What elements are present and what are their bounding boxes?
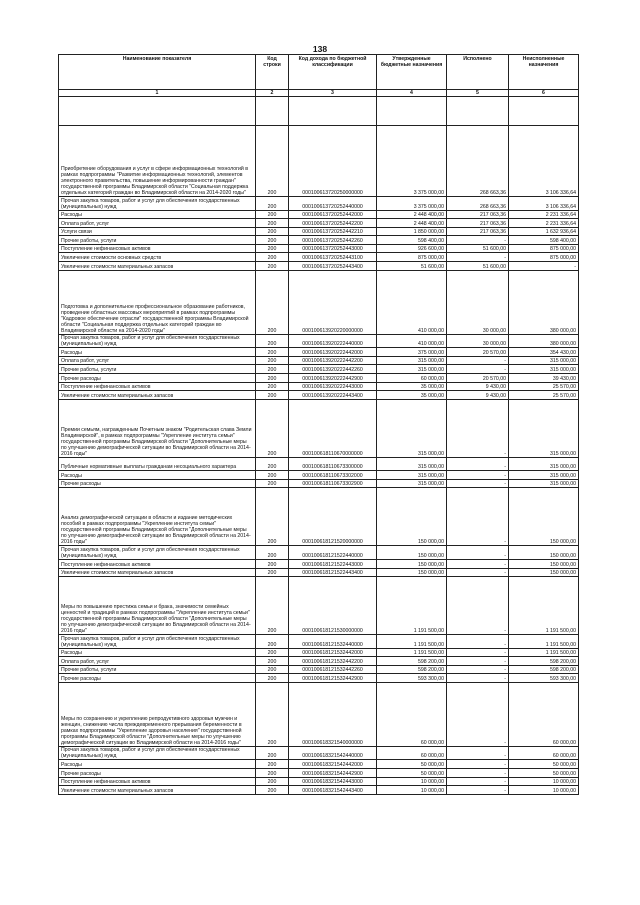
indicator-name-cell: Прочая закупка товаров, работ и услуг для обеспечения государственных (муниципальных) нужд xyxy=(59,746,256,760)
executed-amount-cell: - xyxy=(447,635,509,649)
executed-amount-cell: - xyxy=(447,457,509,471)
executed-amount-cell: - xyxy=(447,546,509,560)
approved-amount-cell: 150 000,00 xyxy=(377,546,447,560)
indicator-name-cell: Прочие расходы xyxy=(59,479,256,488)
line-code-cell: 200 xyxy=(256,657,289,666)
indicator-name-cell: Анализ демографической ситуации в области и издание методических пособий в рамках подпрограммы "Укрепление института семьи" государственной программы Владимирской области "Дополнительные меры по улучшению демографической ситуации во Владимирской области на 2014-2016 годы" xyxy=(59,488,256,546)
line-code-cell: 200 xyxy=(256,760,289,769)
executed-amount-cell: 30 000,00 xyxy=(447,334,509,348)
indicator-name-cell: Меры по повышению престижа семьи и брака, значимости семейных ценностей и традиций в рамках подпрограммы "Укрепление института семьи" государственной программы Владимирской области "Дополнительные меры по улучшению демографической ситуации во Владимирской области на 2014-2016 годы" xyxy=(59,577,256,635)
table-row xyxy=(59,577,579,635)
unexecuted-amount-cell: 598 200,00 xyxy=(509,665,579,674)
unexecuted-amount-cell: 1 191 500,00 xyxy=(509,648,579,657)
executed-amount-cell: - xyxy=(447,488,509,546)
unexecuted-amount-cell: 315 000,00 xyxy=(509,365,579,374)
header-line-code: Код строки xyxy=(256,55,289,90)
table-row xyxy=(59,334,579,348)
indicator-name-cell: Увеличение стоимости материальных запасов xyxy=(59,391,256,400)
table-row xyxy=(59,568,579,577)
executed-amount-cell: - xyxy=(447,682,509,746)
table-row xyxy=(59,262,579,271)
executed-amount-cell: - xyxy=(447,471,509,480)
table-row xyxy=(59,746,579,760)
table-row xyxy=(59,270,579,334)
budget-code-cell: 000100613720252443400 xyxy=(289,262,377,271)
indicator-name-cell: Приобретение оборудования и услуг в сфере информационных технологий в рамках подпрограммы "Развитие информационных технологий, элементов электронного правительства, повышение информированности граждан" государственной программы Владимирской области "Социальная поддержка отдельных категорий граждан во Владимирской области на 2014-2020 годы" xyxy=(59,126,256,197)
line-code-cell: 200 xyxy=(256,577,289,635)
approved-amount-cell: 3 375 000,00 xyxy=(377,197,447,211)
column-number: 4 xyxy=(377,90,447,97)
approved-amount-cell: 315 000,00 xyxy=(377,399,447,457)
indicator-name-cell: Увеличение стоимости материальных запасов xyxy=(59,262,256,271)
empty-cell xyxy=(447,97,509,126)
budget-code-cell: 000100613920220000000 xyxy=(289,270,377,334)
executed-amount-cell: - xyxy=(447,365,509,374)
unexecuted-amount-cell: 315 000,00 xyxy=(509,356,579,365)
table-row xyxy=(59,479,579,488)
column-number: 3 xyxy=(289,90,377,97)
budget-code-cell: 000100618321542443400 xyxy=(289,786,377,795)
indicator-name-cell: Расходы xyxy=(59,348,256,357)
unexecuted-amount-cell: 1 191 500,00 xyxy=(509,635,579,649)
table-row xyxy=(59,665,579,674)
unexecuted-amount-cell: 2 231 336,64 xyxy=(509,219,579,228)
approved-amount-cell: 60 000,00 xyxy=(377,746,447,760)
budget-code-cell: 000100618121522440000 xyxy=(289,546,377,560)
budget-code-cell: 000100618321542442000 xyxy=(289,760,377,769)
approved-amount-cell: 150 000,00 xyxy=(377,559,447,568)
budget-code-cell: 000100618121522443000 xyxy=(289,559,377,568)
approved-amount-cell: 598 400,00 xyxy=(377,236,447,245)
executed-amount-cell: - xyxy=(447,760,509,769)
line-code-cell: 200 xyxy=(256,244,289,253)
table-row xyxy=(59,457,579,471)
unexecuted-amount-cell: 315 000,00 xyxy=(509,479,579,488)
unexecuted-amount-cell: 10 000,00 xyxy=(509,777,579,786)
approved-amount-cell: 375 000,00 xyxy=(377,348,447,357)
executed-amount-cell: - xyxy=(447,479,509,488)
approved-amount-cell: 10 000,00 xyxy=(377,777,447,786)
indicator-name-cell: Прочие работы, услуги xyxy=(59,665,256,674)
empty-cell xyxy=(59,97,256,126)
indicator-name-cell: Расходы xyxy=(59,471,256,480)
executed-amount-cell: 51 600,00 xyxy=(447,244,509,253)
indicator-name-cell: Прочие работы, услуги xyxy=(59,365,256,374)
line-code-cell: 200 xyxy=(256,365,289,374)
indicator-name-cell: Увеличение стоимости материальных запасов xyxy=(59,786,256,795)
table-row xyxy=(59,769,579,778)
approved-amount-cell: 875 000,00 xyxy=(377,253,447,262)
budget-code-cell: 000100618321542443000 xyxy=(289,777,377,786)
budget-code-cell: 000100613720252442210 xyxy=(289,227,377,236)
indicator-name-cell: Поступление нефинансовых активов xyxy=(59,777,256,786)
empty-cell xyxy=(509,97,579,126)
unexecuted-amount-cell: 598 200,00 xyxy=(509,657,579,666)
executed-amount-cell: - xyxy=(447,657,509,666)
line-code-cell: 200 xyxy=(256,270,289,334)
line-code-cell: 200 xyxy=(256,786,289,795)
header-budget-code: Код дохода по бюджетной классификации xyxy=(289,55,377,90)
executed-amount-cell: 268 663,36 xyxy=(447,126,509,197)
budget-code-cell: 000100613720252442260 xyxy=(289,236,377,245)
empty-cell xyxy=(377,97,447,126)
table-row xyxy=(59,227,579,236)
line-code-cell: 200 xyxy=(256,488,289,546)
line-code-cell: 200 xyxy=(256,479,289,488)
line-code-cell: 200 xyxy=(256,253,289,262)
executed-amount-cell: - xyxy=(447,568,509,577)
executed-amount-cell: - xyxy=(447,559,509,568)
budget-code-cell: 000100613920222442900 xyxy=(289,373,377,382)
indicator-name-cell: Поступление нефинансовых активов xyxy=(59,559,256,568)
line-code-cell: 200 xyxy=(256,682,289,746)
unexecuted-amount-cell: 25 570,00 xyxy=(509,382,579,391)
line-code-cell: 200 xyxy=(256,457,289,471)
line-code-cell: 200 xyxy=(256,559,289,568)
approved-amount-cell: 315 000,00 xyxy=(377,471,447,480)
table-row xyxy=(59,399,579,457)
unexecuted-amount-cell: 380 000,00 xyxy=(509,270,579,334)
executed-amount-cell: - xyxy=(447,577,509,635)
table-row xyxy=(59,546,579,560)
line-code-cell: 200 xyxy=(256,674,289,683)
table-row xyxy=(59,244,579,253)
line-code-cell: 200 xyxy=(256,348,289,357)
budget-code-cell: 000100618121532442200 xyxy=(289,657,377,666)
budget-code-cell: 000100613720252442000 xyxy=(289,210,377,219)
unexecuted-amount-cell: 354 430,00 xyxy=(509,348,579,357)
line-code-cell: 200 xyxy=(256,334,289,348)
column-number: 1 xyxy=(59,90,256,97)
approved-amount-cell: 410 000,00 xyxy=(377,334,447,348)
executed-amount-cell: - xyxy=(447,648,509,657)
header-unexecuted: Неисполненные назначения xyxy=(509,55,579,90)
executed-amount-cell: - xyxy=(447,746,509,760)
executed-amount-cell: 20 570,00 xyxy=(447,348,509,357)
budget-code-cell: 000100618121522443400 xyxy=(289,568,377,577)
budget-code-cell: 000100613720252443000 xyxy=(289,244,377,253)
approved-amount-cell: 1 191 500,00 xyxy=(377,648,447,657)
line-code-cell: 200 xyxy=(256,746,289,760)
approved-amount-cell: 50 000,00 xyxy=(377,769,447,778)
unexecuted-amount-cell: - xyxy=(509,262,579,271)
approved-amount-cell: 315 000,00 xyxy=(377,457,447,471)
indicator-name-cell: Прочая закупка товаров, работ и услуг для обеспечения государственных (муниципальных) нужд xyxy=(59,546,256,560)
budget-code-cell: 000100618110673302900 xyxy=(289,479,377,488)
executed-amount-cell: - xyxy=(447,236,509,245)
empty-cell xyxy=(289,97,377,126)
approved-amount-cell: 2 448 400,00 xyxy=(377,210,447,219)
approved-amount-cell: 50 000,00 xyxy=(377,760,447,769)
unexecuted-amount-cell: 150 000,00 xyxy=(509,559,579,568)
executed-amount-cell: 20 570,00 xyxy=(447,373,509,382)
page-number: 138 xyxy=(312,44,328,54)
approved-amount-cell: 598 200,00 xyxy=(377,657,447,666)
table-row xyxy=(59,648,579,657)
line-code-cell: 200 xyxy=(256,546,289,560)
indicator-name-cell: Прочая закупка товаров, работ и услуг для обеспечения государственных (муниципальных) нужд xyxy=(59,197,256,211)
table-row xyxy=(59,682,579,746)
table-row xyxy=(59,471,579,480)
line-code-cell: 200 xyxy=(256,635,289,649)
executed-amount-cell: 51 600,00 xyxy=(447,262,509,271)
line-code-cell: 200 xyxy=(256,399,289,457)
unexecuted-amount-cell: 3 106 336,64 xyxy=(509,126,579,197)
header-indicator-name: Наименование показателя xyxy=(59,55,256,90)
table-header-row xyxy=(59,55,579,90)
unexecuted-amount-cell: 593 300,00 xyxy=(509,674,579,683)
approved-amount-cell: 2 448 400,00 xyxy=(377,219,447,228)
approved-amount-cell: 1 850 000,00 xyxy=(377,227,447,236)
budget-code-cell: 000100618110673302000 xyxy=(289,471,377,480)
line-code-cell: 200 xyxy=(256,471,289,480)
indicator-name-cell: Прочая закупка товаров, работ и услуг для обеспечения государственных (муниципальных) нужд xyxy=(59,635,256,649)
executed-amount-cell: 9 430,00 xyxy=(447,382,509,391)
approved-amount-cell: 51 600,00 xyxy=(377,262,447,271)
table-row xyxy=(59,253,579,262)
executed-amount-cell: 217 063,36 xyxy=(447,219,509,228)
executed-amount-cell: - xyxy=(447,399,509,457)
unexecuted-amount-cell: 50 000,00 xyxy=(509,760,579,769)
table-row xyxy=(59,674,579,683)
executed-amount-cell: - xyxy=(447,356,509,365)
unexecuted-amount-cell: 50 000,00 xyxy=(509,769,579,778)
table-row xyxy=(59,786,579,795)
budget-code-cell: 000100613720252440000 xyxy=(289,197,377,211)
indicator-name-cell: Прочие расходы xyxy=(59,769,256,778)
approved-amount-cell: 35 000,00 xyxy=(377,382,447,391)
unexecuted-amount-cell: 875 000,00 xyxy=(509,253,579,262)
budget-code-cell: 000100613920222443400 xyxy=(289,391,377,400)
indicator-name-cell: Публичные нормативные выплаты гражданам несоциального характера xyxy=(59,457,256,471)
indicator-name-cell: Увеличение стоимости основных средств xyxy=(59,253,256,262)
approved-amount-cell: 150 000,00 xyxy=(377,568,447,577)
executed-amount-cell: - xyxy=(447,674,509,683)
column-number-row xyxy=(59,90,579,97)
executed-amount-cell: 268 663,36 xyxy=(447,197,509,211)
indicator-name-cell: Прочие работы, услуги xyxy=(59,236,256,245)
executed-amount-cell: - xyxy=(447,769,509,778)
approved-amount-cell: 60 000,00 xyxy=(377,682,447,746)
column-number: 5 xyxy=(447,90,509,97)
indicator-name-cell: Оплата работ, услуг xyxy=(59,657,256,666)
approved-amount-cell: 60 000,00 xyxy=(377,373,447,382)
table-row xyxy=(59,236,579,245)
header-executed: Исполнено xyxy=(447,55,509,90)
approved-amount-cell: 593 300,00 xyxy=(377,674,447,683)
table-row xyxy=(59,488,579,546)
executed-amount-cell: - xyxy=(447,777,509,786)
indicator-name-cell: Оплата работ, услуг xyxy=(59,219,256,228)
table-row xyxy=(59,197,579,211)
table-row xyxy=(59,559,579,568)
budget-execution-table xyxy=(58,54,579,795)
unexecuted-amount-cell: 150 000,00 xyxy=(509,568,579,577)
indicator-name-cell: Прочие расходы xyxy=(59,373,256,382)
budget-code-cell: 000100613920222442000 xyxy=(289,348,377,357)
table-row xyxy=(59,348,579,357)
budget-code-cell: 000100618121520000000 xyxy=(289,488,377,546)
executed-amount-cell: - xyxy=(447,665,509,674)
table-body xyxy=(59,97,579,795)
table-row xyxy=(59,382,579,391)
table-row xyxy=(59,126,579,197)
unexecuted-amount-cell: 25 570,00 xyxy=(509,391,579,400)
table-row xyxy=(59,219,579,228)
line-code-cell: 200 xyxy=(256,373,289,382)
indicator-name-cell: Оплата работ, услуг xyxy=(59,356,256,365)
indicator-name-cell: Увеличение стоимости материальных запасов xyxy=(59,568,256,577)
table-row xyxy=(59,657,579,666)
approved-amount-cell: 1 191 500,00 xyxy=(377,577,447,635)
indicator-name-cell: Расходы xyxy=(59,648,256,657)
line-code-cell: 200 xyxy=(256,382,289,391)
approved-amount-cell: 926 600,00 xyxy=(377,244,447,253)
approved-amount-cell: 3 375 000,00 xyxy=(377,126,447,197)
line-code-cell: 200 xyxy=(256,126,289,197)
indicator-name-cell: Меры по сохранению и укреплению репродуктивного здоровья мужчин и женщин, снижению числа преждевременного прерывания беременности в рамках подпрограммы "Укрепление здоровья населения" государственной программы Владимирской области "Дополнительные меры по улучшению демографической ситуации во Владимирской области на 2014-2016 годы" xyxy=(59,682,256,746)
budget-code-cell: 000100618121530000000 xyxy=(289,577,377,635)
empty-cell xyxy=(256,97,289,126)
line-code-cell: 200 xyxy=(256,197,289,211)
line-code-cell: 200 xyxy=(256,665,289,674)
approved-amount-cell: 35 000,00 xyxy=(377,391,447,400)
indicator-name-cell: Прочая закупка товаров, работ и услуг для обеспечения государственных (муниципальных) нужд xyxy=(59,334,256,348)
column-number: 6 xyxy=(509,90,579,97)
unexecuted-amount-cell: 60 000,00 xyxy=(509,746,579,760)
unexecuted-amount-cell: 1 191 500,00 xyxy=(509,577,579,635)
executed-amount-cell: 9 430,00 xyxy=(447,391,509,400)
budget-code-cell: 000100613720250000000 xyxy=(289,126,377,197)
indicator-name-cell: Услуги связи xyxy=(59,227,256,236)
budget-code-cell: 000100618321540000000 xyxy=(289,682,377,746)
budget-code-cell: 000100613720252442200 xyxy=(289,219,377,228)
budget-code-cell: 000100613920222442260 xyxy=(289,365,377,374)
column-number: 2 xyxy=(256,90,289,97)
line-code-cell: 200 xyxy=(256,262,289,271)
unexecuted-amount-cell: 380 000,00 xyxy=(509,334,579,348)
executed-amount-cell: - xyxy=(447,786,509,795)
indicator-name-cell: Расходы xyxy=(59,210,256,219)
approved-amount-cell: 10 000,00 xyxy=(377,786,447,795)
budget-code-cell: 000100618121532442900 xyxy=(289,674,377,683)
budget-code-cell: 000100618121532442260 xyxy=(289,665,377,674)
indicator-name-cell: Поступление нефинансовых активов xyxy=(59,244,256,253)
unexecuted-amount-cell: 315 000,00 xyxy=(509,471,579,480)
approved-amount-cell: 315 000,00 xyxy=(377,479,447,488)
table-row xyxy=(59,373,579,382)
approved-amount-cell: 315 000,00 xyxy=(377,365,447,374)
unexecuted-amount-cell: 2 231 336,64 xyxy=(509,210,579,219)
indicator-name-cell: Расходы xyxy=(59,760,256,769)
approved-amount-cell: 410 000,00 xyxy=(377,270,447,334)
unexecuted-amount-cell: 315 000,00 xyxy=(509,399,579,457)
executed-amount-cell: - xyxy=(447,253,509,262)
table-row xyxy=(59,635,579,649)
indicator-name-cell: Премии семьям, награжденным Почетным знаком "Родительская слава Земли Владимирской", в рамках подпрограммы "Укрепление института семьи" государственной программы Владимирской области "Дополнительные меры по улучшению демографической ситуации во Владимирской области на 2014-2016 годы" xyxy=(59,399,256,457)
line-code-cell: 200 xyxy=(256,568,289,577)
unexecuted-amount-cell: 60 000,00 xyxy=(509,682,579,746)
spacer-row xyxy=(59,97,579,126)
table-row xyxy=(59,210,579,219)
unexecuted-amount-cell: 598 400,00 xyxy=(509,236,579,245)
unexecuted-amount-cell: 3 106 336,64 xyxy=(509,197,579,211)
budget-code-cell: 000100613920222443000 xyxy=(289,382,377,391)
budget-code-cell: 000100618110673300000 xyxy=(289,457,377,471)
budget-code-cell: 000100613720252443100 xyxy=(289,253,377,262)
executed-amount-cell: 217 063,36 xyxy=(447,210,509,219)
table-row xyxy=(59,356,579,365)
budget-code-cell: 000100613920222440000 xyxy=(289,334,377,348)
approved-amount-cell: 1 191 500,00 xyxy=(377,635,447,649)
line-code-cell: 200 xyxy=(256,769,289,778)
executed-amount-cell: 217 063,36 xyxy=(447,227,509,236)
unexecuted-amount-cell: 875 000,00 xyxy=(509,244,579,253)
unexecuted-amount-cell: 10 000,00 xyxy=(509,786,579,795)
unexecuted-amount-cell: 150 000,00 xyxy=(509,488,579,546)
approved-amount-cell: 598 200,00 xyxy=(377,665,447,674)
table-row xyxy=(59,365,579,374)
indicator-name-cell: Поступление нефинансовых активов xyxy=(59,382,256,391)
indicator-name-cell: Прочие расходы xyxy=(59,674,256,683)
header-approved: Утвержденные бюджетные назначения xyxy=(377,55,447,90)
table-row xyxy=(59,391,579,400)
unexecuted-amount-cell: 1 632 936,64 xyxy=(509,227,579,236)
line-code-cell: 200 xyxy=(256,219,289,228)
line-code-cell: 200 xyxy=(256,210,289,219)
approved-amount-cell: 150 000,00 xyxy=(377,488,447,546)
line-code-cell: 200 xyxy=(256,391,289,400)
line-code-cell: 200 xyxy=(256,648,289,657)
line-code-cell: 200 xyxy=(256,227,289,236)
unexecuted-amount-cell: 150 000,00 xyxy=(509,546,579,560)
unexecuted-amount-cell: 315 000,00 xyxy=(509,457,579,471)
line-code-cell: 200 xyxy=(256,777,289,786)
budget-code-cell: 000100618321542440000 xyxy=(289,746,377,760)
budget-code-cell: 000100613920222442200 xyxy=(289,356,377,365)
budget-code-cell: 000100618321542442900 xyxy=(289,769,377,778)
approved-amount-cell: 315 000,00 xyxy=(377,356,447,365)
line-code-cell: 200 xyxy=(256,356,289,365)
indicator-name-cell: Подготовка и дополнительное профессиональное образование работников, проведение областных массовых мероприятий в рамках подпрограммы "Кадровое обеспечение отрасли" государственной программы Владимирской области "Социальная поддержка отдельных категорий граждан во Владимирской области на 2014-2020 годы" xyxy=(59,270,256,334)
executed-amount-cell: 30 000,00 xyxy=(447,270,509,334)
unexecuted-amount-cell: 39 430,00 xyxy=(509,373,579,382)
budget-code-cell: 000100618110670000000 xyxy=(289,399,377,457)
line-code-cell: 200 xyxy=(256,236,289,245)
table-row xyxy=(59,777,579,786)
budget-code-cell: 000100618121532440000 xyxy=(289,635,377,649)
budget-code-cell: 000100618121532442000 xyxy=(289,648,377,657)
table-row xyxy=(59,760,579,769)
